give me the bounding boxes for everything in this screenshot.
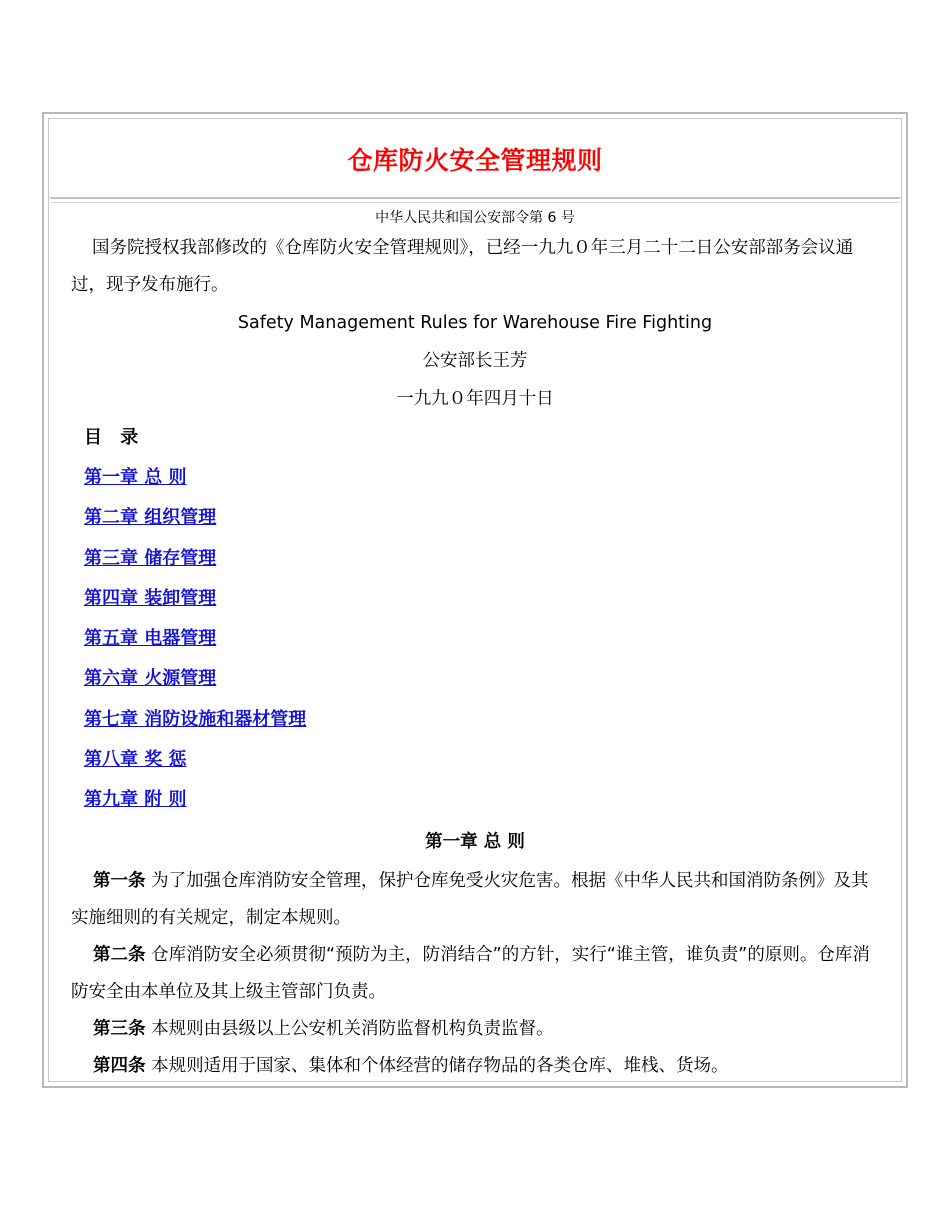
article-1 bbox=[71, 863, 879, 937]
toc-item bbox=[71, 740, 879, 780]
toc-link-chapter-3[interactable]: 第三章 储存管理 bbox=[84, 547, 217, 569]
article-label: 第四条 bbox=[93, 1055, 146, 1076]
toc-item bbox=[71, 700, 879, 740]
article-text: 本规则由县级以上公安机关消防监督机构负责监督。 bbox=[145, 1018, 554, 1039]
order-number: 中华人民共和国公安部令第 6 号 bbox=[375, 210, 575, 226]
article-label: 第二条 bbox=[93, 944, 146, 965]
toc-item bbox=[71, 659, 879, 699]
document-title: 仓库防火安全管理规则 bbox=[347, 146, 603, 175]
toc-link-chapter-1[interactable]: 第一章 总 则 bbox=[84, 467, 187, 488]
article-4 bbox=[71, 1048, 879, 1085]
toc-link-chapter-5[interactable]: 第五章 电器管理 bbox=[84, 628, 217, 650]
preamble-paragraph: 国务院授权我部修改的《仓库防火安全管理规则》，已经一九九０年三月二十二日公安部部务会议通过，现予发布施行。 bbox=[71, 238, 854, 295]
toc-link-chapter-9[interactable]: 第九章 附 则 bbox=[84, 789, 187, 811]
signatory: 公安部长王芳 bbox=[422, 351, 528, 371]
article-text: 仓库消防安全必须贯彻“预防为主，防消结合”的方针，实行“谁主管，谁负责”的原则。仓库消防安全由本单位及其上级主管部门负责。 bbox=[71, 944, 870, 1002]
toc-link-chapter-7[interactable]: 第七章 消防设施和器材管理 bbox=[84, 708, 307, 730]
toc-link-chapter-4[interactable]: 第四章 装卸管理 bbox=[84, 587, 217, 609]
toc-item bbox=[71, 498, 879, 538]
article-label: 第三条 bbox=[93, 1018, 146, 1039]
title-divider bbox=[51, 198, 899, 203]
article-2 bbox=[71, 937, 879, 1011]
article-3 bbox=[71, 1011, 879, 1048]
toc-heading: 目 录 bbox=[84, 427, 145, 448]
toc-item bbox=[71, 780, 879, 820]
toc-item bbox=[71, 619, 879, 659]
article-text: 本规则适用于国家、集体和个体经营的储存物品的各类仓库、堆栈、货场。 bbox=[145, 1055, 729, 1076]
article-text: 为了加强仓库消防安全管理，保护仓库免受火灾危害。根据《中华人民共和国消防条例》及其实施细则的有关规定，制定本规则。 bbox=[71, 870, 869, 928]
toc-link-chapter-2[interactable]: 第二章 组织管理 bbox=[84, 507, 217, 529]
article-label: 第一条 bbox=[93, 870, 146, 891]
english-title: Safety Management Rules for Warehouse Fire Fighting bbox=[237, 313, 713, 333]
toc-item bbox=[71, 458, 879, 498]
document-body bbox=[49, 208, 901, 1085]
table-of-contents bbox=[71, 458, 879, 821]
toc-link-chapter-6[interactable]: 第六章 火源管理 bbox=[84, 668, 217, 690]
document-frame bbox=[42, 112, 908, 1088]
title-cell bbox=[49, 119, 901, 198]
toc-item bbox=[71, 579, 879, 619]
toc-link-chapter-8[interactable]: 第八章 奖 惩 bbox=[84, 749, 187, 771]
chapter-1-heading: 第一章 总 则 bbox=[425, 831, 525, 852]
document-table bbox=[48, 118, 902, 1082]
issue-date: 一九九０年四月十日 bbox=[396, 389, 554, 409]
toc-item bbox=[71, 539, 879, 579]
